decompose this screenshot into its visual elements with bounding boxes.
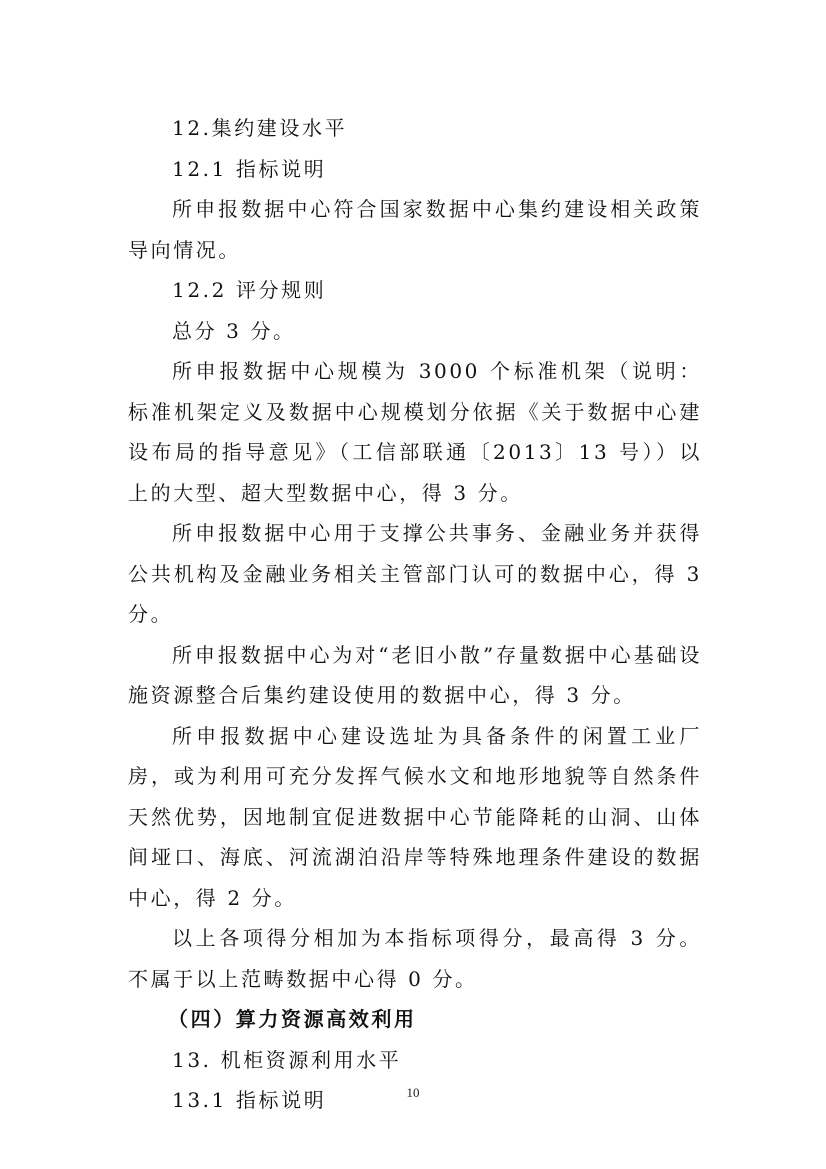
paragraph-12-1-desc: 所申报数据中心符合国家数据中心集约建设相关政策导向情况。: [128, 197, 702, 262]
paragraph-site-rule: 所申报数据中心建设选址为具备条件的闲置工业厂房，或为利用可充分发挥气候水文和地形地貌等自然条件天然优势，因地制宜促进数据中心节能降耗的山洞、山体间垭口、海底、河流湖泊沿岸等特殊地理条件建设的数据中心，得 2 分。: [128, 723, 702, 910]
heading-13: 13. 机柜资源利用水平: [172, 1047, 402, 1072]
paragraph-public-finance-rule: 所申报数据中心用于支撑公共事务、金融业务并获得公共机构及金融业务相关主管部门认可的数据中心，得 3 分。: [128, 521, 702, 626]
heading-12-2: 12.2 评分规则: [172, 278, 327, 302]
paragraph-scale-rule: 所申报数据中心规模为 3000 个标准机架（说明：标准机架定义及数据中心规模划分依据《关于数据中心建设布局的指导意见》（工信部联通〔2013〕13 号））以上的大型、超大型数据中心，得 3 分。: [128, 359, 702, 505]
total-score: 总分 3 分。: [172, 318, 296, 343]
heading-13-1: 13.1 指标说明: [172, 1088, 327, 1112]
section-heading-4: （四）算力资源高效利用: [168, 1007, 417, 1031]
document-page: [128, 108, 702, 1121]
paragraph-summary-rule: 以上各项得分相加为本指标项得分，最高得 3 分。不属于以上范畴数据中心得 0 分。: [128, 926, 702, 991]
heading-12-1: 12.1 指标说明: [172, 156, 327, 181]
heading-12: 12.集约建设水平: [172, 116, 348, 140]
page-number: 10: [406, 1085, 420, 1100]
paragraph-consolidation-rule: 所申报数据中心为对“老旧小散”存量数据中心基础设施资源整合后集约建设使用的数据中心，得 3 分。: [128, 642, 702, 707]
